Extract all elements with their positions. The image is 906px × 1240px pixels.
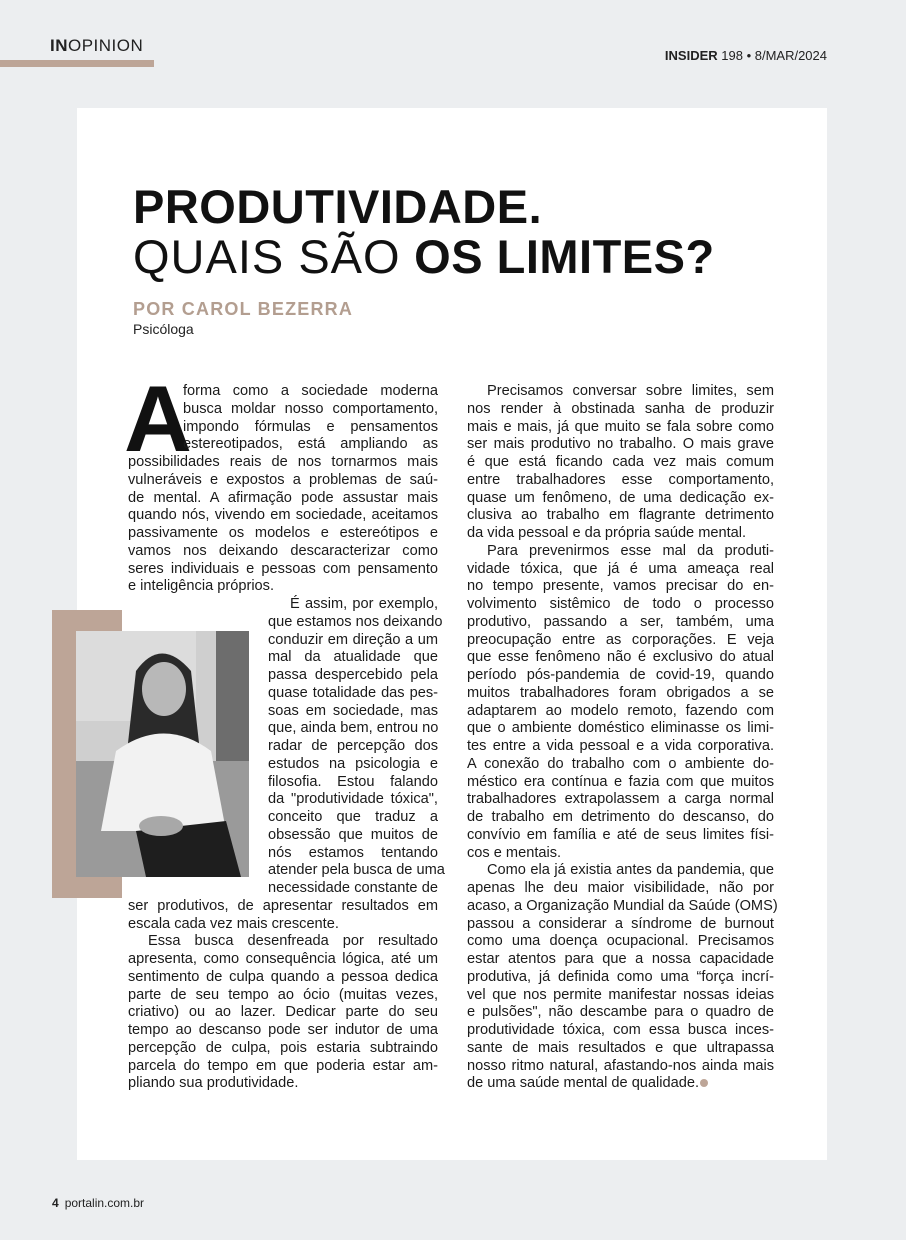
- article-line-text: quase um fenômeno, de uma dedicação ex-: [467, 489, 774, 506]
- article-line: [467, 1075, 774, 1093]
- article-line: [467, 774, 774, 792]
- title-line-2-bold: OS LIMITES?: [414, 230, 715, 283]
- article-line-text: que estamos nos deixando: [268, 613, 443, 630]
- article-line-text: da "produtividade tóxica",: [268, 791, 438, 808]
- page-footer: [52, 1196, 144, 1210]
- article-line-text: convívio em família e até de seus limites físi-: [467, 826, 774, 843]
- article-line-text: passivamente os modelos e estereótipos e: [128, 525, 438, 541]
- title-line-1: PRODUTIVIDADE.: [133, 180, 543, 233]
- article-line-text: forma como a sociedade moderna: [183, 383, 438, 399]
- article-line: [467, 419, 774, 437]
- article-line-text: tes entre a vida pessoal e a vida corporativa.: [467, 738, 774, 754]
- article-title: [133, 182, 715, 282]
- article-line: [467, 507, 774, 525]
- article-line: [467, 880, 774, 898]
- article-line: [467, 703, 774, 721]
- article-line: [467, 862, 774, 880]
- article-line: [128, 1058, 438, 1076]
- section-label-rest: OPINION: [68, 36, 144, 55]
- article-line-text: muitos trabalhadores foram obrigados a se: [467, 684, 774, 701]
- article-line: [128, 578, 438, 596]
- article-line: [268, 791, 438, 809]
- article-line: [183, 383, 438, 401]
- article-line-text: quase totalidade das pes-: [268, 684, 438, 701]
- article-column-right: [467, 383, 778, 1093]
- end-mark-icon: [700, 1079, 708, 1087]
- article-line-text: adaptarem ao modelo remoto, fazendo com: [467, 702, 774, 719]
- article-line: [467, 916, 774, 934]
- article-line-text: nosso ritmo natural, afastando-nos ainda mais: [467, 1057, 774, 1074]
- article-line: [467, 685, 774, 703]
- article-line: [128, 472, 438, 490]
- article-line-text: seres individuais e pessoas com pensamento: [128, 560, 438, 577]
- article-line: [268, 596, 438, 614]
- article-line: [128, 543, 438, 561]
- article-line-text: preocupação entre as corporações. E veja: [467, 631, 774, 648]
- article-line: [467, 1058, 774, 1076]
- article-line-text: É assim, por exemplo,: [290, 596, 438, 612]
- article-line-text: vamos nos deixando descaracterizar como: [128, 542, 438, 559]
- article-line: [467, 791, 774, 809]
- article-line-text: tempo ao descanso pode ser indutor de uma: [128, 1022, 438, 1038]
- article-line: [128, 454, 438, 472]
- article-line: [128, 1022, 438, 1040]
- article-line: [467, 987, 774, 1005]
- article-line-text: acaso, a Organização Mundial da Saúde (OMS): [467, 897, 778, 914]
- article-line-text: radar de percepção dos: [268, 738, 438, 754]
- article-column-left: [128, 383, 445, 1093]
- article-line: [128, 561, 438, 579]
- article-line-text: é que está ficando cada vez mais comum: [467, 454, 774, 470]
- article-line-text: período pós-pandemia de covid-19, quando: [467, 667, 774, 683]
- article-line-text: entre trabalhadores esse comportamento,: [467, 471, 774, 488]
- article-line: [467, 401, 774, 419]
- article-line-text: que o ambiente doméstico eliminasse os limi-: [467, 720, 774, 737]
- article-line-text: vidade tóxica, que já é uma ameaça real: [467, 560, 774, 577]
- issue-date: 198 • 8/MAR/2024: [721, 48, 827, 63]
- article-line: [467, 596, 774, 614]
- article-line-text: percepção de culpa, pois estaria subtraindo: [128, 1039, 438, 1056]
- article-line: [268, 632, 438, 650]
- article-line-text: no tempo presente, vamos precisar do en-: [467, 578, 774, 595]
- article-line: [467, 436, 774, 454]
- article-line: [268, 827, 438, 845]
- article-line-text: atender pela busca de uma: [268, 862, 445, 879]
- article-line-text: filosofia. Estou falando: [268, 773, 438, 790]
- article-line: [183, 401, 438, 419]
- article-line-text: apresenta, como consequência lógica, até um: [128, 951, 438, 967]
- drop-cap: A: [124, 366, 192, 471]
- article-line-text: parte de seu tempo ao ócio (muitas vezes,: [128, 986, 438, 1003]
- article-line-text: como uma doença ocupacional. Precisamos: [467, 933, 774, 950]
- article-line: [467, 383, 774, 401]
- article-line: [467, 525, 774, 543]
- article-line-text: de mental. A afirmação pode assustar mais: [128, 489, 438, 506]
- article-line: [128, 951, 438, 969]
- article-line: [467, 649, 774, 667]
- article-line: [467, 756, 774, 774]
- article-line: [467, 632, 774, 650]
- article-line-text: volvimento sistêmico de todo o processo: [467, 596, 774, 612]
- article-line: [268, 862, 445, 880]
- magazine-name: INSIDER: [664, 48, 718, 63]
- article-line: [128, 490, 438, 508]
- article-line-text: Precisamos conversar sobre limites, sem: [487, 383, 774, 399]
- article-line-text: parcela do tempo em que poderia estar am-: [128, 1057, 438, 1074]
- article-line: [268, 738, 438, 756]
- article-line-text: vel que nos permite manifestar nossas ideias: [467, 986, 774, 1003]
- article-line: [268, 720, 438, 738]
- article-line-text: conduzir em direção a um: [268, 631, 438, 648]
- article-line-text: mais e mais, já que muito se fala sobre como: [467, 418, 774, 435]
- page-number: 4: [52, 1196, 59, 1210]
- article-line-text: pliando sua produtividade.: [128, 1075, 299, 1092]
- article-line-text: e pulsões", não descambe para o quadro de: [467, 1004, 774, 1021]
- footer-site: portalin.com.br: [64, 1196, 145, 1210]
- article-line-text: sante de mais resultados e que ultrapassa: [467, 1039, 774, 1056]
- article-line-text: de trabalho em detrimento do descanso, do: [467, 809, 774, 825]
- article-line: [128, 1004, 438, 1022]
- article-line-text: busca moldar nosso comportamento,: [183, 400, 438, 417]
- article-line: [467, 827, 774, 845]
- article-line: [268, 809, 438, 827]
- article-line: [128, 1040, 438, 1058]
- article-line-text: de uma saúde mental de qualidade.: [467, 1075, 700, 1092]
- article-line: [183, 436, 438, 454]
- section-accent-bar: [0, 60, 154, 67]
- article-line-text: impondo fórmulas e pensamentos: [183, 418, 438, 435]
- article-line-text: soas em sociedade, mas: [268, 702, 438, 719]
- article-line: [467, 490, 774, 508]
- article-line-text: da vida pessoal e da própria saúde mental.: [467, 525, 747, 541]
- article-line: [128, 507, 438, 525]
- article-line-text: que esse fenômeno não é exclusivo do atual: [467, 649, 774, 666]
- article-line: [268, 613, 443, 632]
- article-line: [467, 969, 774, 987]
- article-line: [268, 756, 438, 774]
- article-line-text: clusiva ao trabalho em flagrante detrimento: [467, 507, 774, 524]
- article-line: [467, 578, 774, 596]
- article-line: [467, 1022, 774, 1040]
- article-line-text: que, ainda bem, entrou no: [268, 720, 439, 737]
- article-line-text: escala cada vez mais crescente.: [128, 915, 339, 932]
- article-line-text: produtividade tóxica, com essa busca inces-: [467, 1022, 774, 1038]
- article-line: [467, 933, 774, 951]
- article-line: [128, 525, 438, 543]
- article-line: [268, 685, 438, 703]
- article-line-text: produtivo, passando a ser, também, uma: [467, 613, 774, 630]
- article-line: [128, 1075, 438, 1093]
- author-role: Psicóloga: [133, 321, 194, 337]
- article-line-text: conceito que traduz a: [268, 809, 438, 825]
- article-line-text: criativo) ou ao lazer. Dedicar parte do seu: [128, 1004, 438, 1021]
- article-line-text: necessidade constante de: [268, 880, 438, 896]
- article-line-text: mal da atualidade que: [268, 649, 438, 666]
- article-line: [467, 897, 778, 916]
- article-line: [467, 561, 774, 579]
- article-line: [467, 720, 774, 738]
- article-line-text: possibilidades reais de nos tornarmos mais: [128, 454, 438, 470]
- article-line: [268, 880, 438, 898]
- article-line-text: Para prevenirmos esse mal da produti-: [487, 542, 774, 559]
- article-line: [268, 845, 438, 863]
- article-line-text: trabalhadores extrapolassem a carga normal: [467, 791, 774, 808]
- article-line: [268, 774, 438, 792]
- article-line: [128, 969, 438, 987]
- article-line-text: Como ela já existia antes da pandemia, que: [487, 862, 774, 879]
- article-line-text: e inteligência próprios.: [128, 578, 275, 595]
- article-line-text: méstico era contínua e fazia com que muitos: [467, 773, 774, 790]
- author-byline: POR CAROL BEZERRA: [133, 299, 354, 319]
- article-line-text: Essa busca desenfreada por resultado: [148, 933, 438, 950]
- article-line-text: ser produtivos, de apresentar resultados em: [128, 897, 438, 914]
- section-label: [50, 36, 143, 56]
- article-line: [467, 1004, 774, 1022]
- article-line-text: passa despercebido pela: [268, 667, 438, 683]
- article-line: [467, 738, 774, 756]
- article-line: [467, 472, 774, 490]
- article-line: [467, 614, 774, 632]
- article-line: [128, 898, 438, 916]
- section-label-bold: IN: [50, 36, 68, 55]
- article-line: [467, 845, 774, 863]
- article-line: [467, 454, 774, 472]
- article-line-text: ser mais produtivo no trabalho. O mais grave: [467, 436, 774, 453]
- article-line: [467, 543, 774, 561]
- article-line-text: nos render à obstinada sanha de produzir: [467, 400, 774, 417]
- article-line-text: obsessão que muitos de: [268, 826, 438, 843]
- article-line-text: estar atentos para que a nossa capacidade: [467, 951, 774, 967]
- article-line: [268, 703, 438, 721]
- article-line-text: vulneráveis e expostos a problemas de saú-: [128, 471, 438, 488]
- article-line-text: nós estamos tentando: [268, 844, 438, 861]
- article-line: [183, 419, 438, 437]
- article-line-text: quando nós, vivendo em sociedade, aceitamos: [128, 507, 438, 524]
- article-line-text: estereotipados, está ampliando as: [183, 436, 438, 453]
- article-line: [467, 809, 774, 827]
- article-line-text: sentimento de culpa quando a pessoa dedica: [128, 968, 438, 985]
- title-line-2-light: QUAIS SÃO: [133, 230, 401, 283]
- article-line-text: A conexão do trabalho com o ambiente do-: [467, 755, 774, 772]
- article-line: [128, 933, 438, 951]
- article-line: [467, 951, 774, 969]
- article-line: [467, 1040, 774, 1058]
- article-line: [268, 649, 438, 667]
- article-line: [128, 987, 438, 1005]
- issue-info: [665, 48, 827, 63]
- article-line-text: estudos na psicologia e: [268, 755, 438, 772]
- article-line: [268, 667, 438, 685]
- article-line-text: passou a considerar a síndrome de burnout: [467, 915, 774, 932]
- article-line: [467, 667, 774, 685]
- article-line: [128, 916, 438, 934]
- article-line-text: cos e mentais.: [467, 844, 562, 861]
- article-line-text: apenas lhe deu maior visibilidade, não por: [467, 880, 774, 896]
- article-line-text: produtiva, já definida como uma “força incrí-: [467, 968, 774, 985]
